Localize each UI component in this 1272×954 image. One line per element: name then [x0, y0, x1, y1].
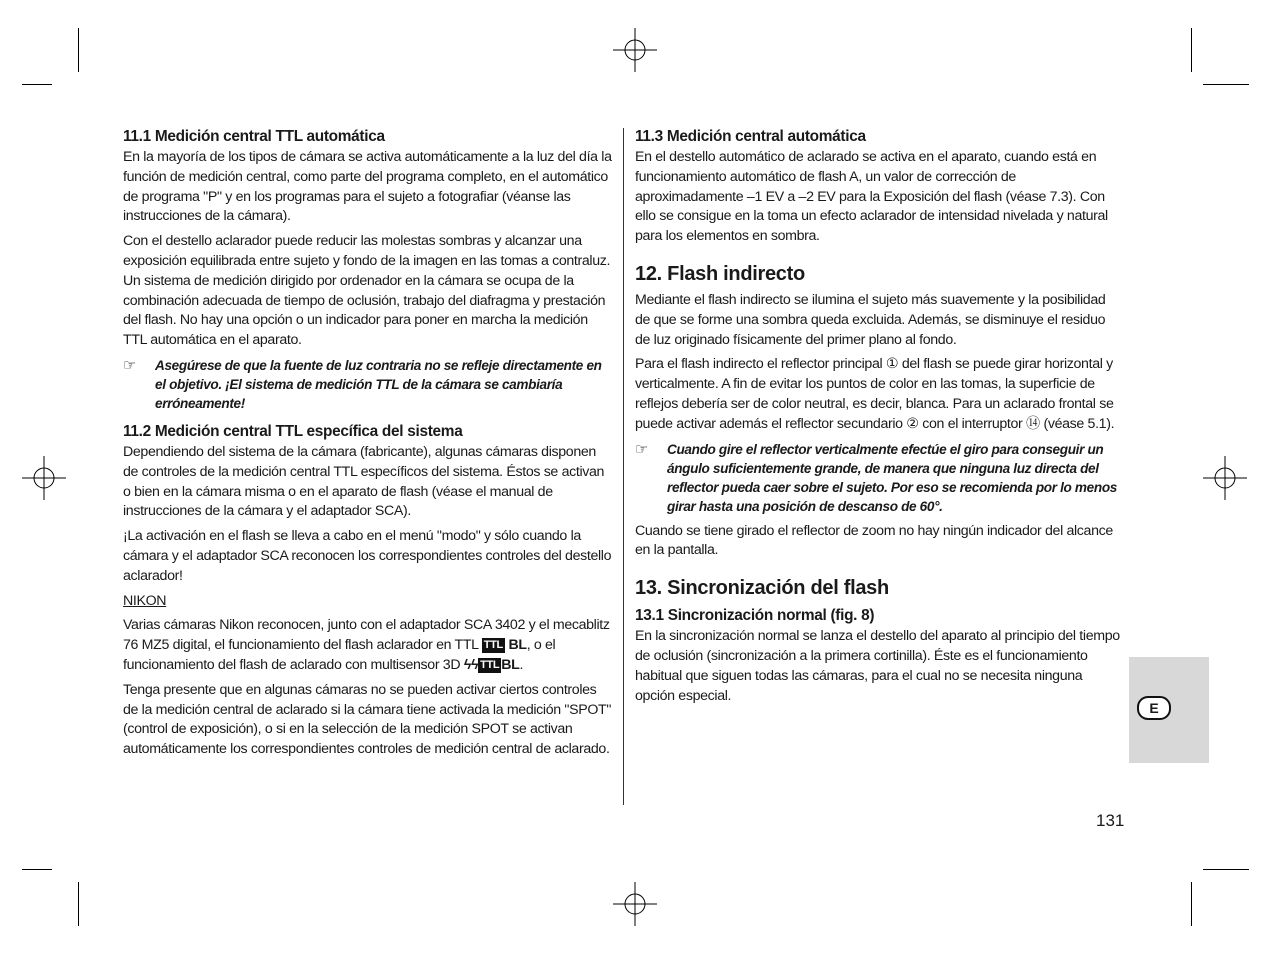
crop-mark: [1191, 28, 1192, 72]
paragraph: Para el flash indirecto el reflector principal ① del flash se puede girar horizontal y verticalmente. A fin de evitar los puntos de color en las tomas, la superficie de reflejos debería ser de color neutral, es decir, blanca. Para un aclarado frontal se puede activar además el reflector secundario ② con el interruptor ⑭ (véase 5.1).: [635, 356, 1115, 432]
crop-mark: [22, 869, 52, 870]
paragraph: En la sincronización normal se lanza el destello del aparato al principio del tiempo de oclusión (sincronización a la primera cortinilla). Éste es el funcionamiento habitual que siguen todas las cámaras, para el cual no se necesita ninguna opción especial.: [635, 628, 1120, 704]
right-column: [635, 126, 1123, 711]
period: .: [519, 656, 524, 673]
bl-symbol: BL: [508, 637, 527, 654]
paragraph: Mediante el flash indirecto se ilumina el sujeto más suavemente y la posibilidad de que se forme una sombra queda excluida. Además, se disminuye el residuo de luz originado físicamente del primer plano al fondo.: [635, 291, 1106, 348]
nikon-text: Varias cámaras Nikon reconocen, junto con el adaptador SCA 3402 y el mecablitz 76 MZ5 digital, el funcionamiento del flash aclarador en TTL: [123, 617, 610, 654]
section-heading-12: 12. Flash indirecto: [635, 262, 805, 285]
paragraph: Dependiendo del sistema de la cámara (fabricante), algunas cámaras disponen de controles de la medición central TTL específicos del sistema. Éstos se activan o bien en la cámara misma o en el aparato de flash (véase el manual de instrucciones de la cámara y el adaptador SCA).: [123, 443, 605, 520]
section-heading-11-3: 11.3 Medición central automática: [635, 128, 866, 145]
section-heading-13: 13. Sincronización del flash: [635, 577, 889, 600]
crop-mark: [78, 882, 79, 926]
left-column: [123, 126, 613, 765]
column-divider: [623, 128, 624, 805]
note-text: Asegúrese de que la fuente de luz contraria no se refleje directamente en el objetivo. ¡El sistema de medición TTL de la cámara se cambiaría erróneamente!: [155, 357, 602, 411]
warning-note: [123, 356, 613, 413]
paragraph: Tenga presente que en algunas cámaras no se pueden activar ciertos controles de la medición central de aclarado si la cámara tiene activada la medición "SPOT" (control de exposición), o si en la selección de la medición SPOT se activan automáticamente los correspondientes controles de medición central de aclarado.: [123, 681, 612, 758]
pointing-hand-icon: ☞: [635, 440, 649, 458]
warning-note: [635, 440, 1123, 516]
crop-mark: [1203, 869, 1249, 870]
page-number: 131: [1096, 811, 1125, 830]
crop-mark: [78, 28, 79, 72]
section-heading-13-1: 13.1 Sincronización normal (fig. 8): [635, 607, 875, 625]
crop-mark: [1191, 882, 1192, 926]
registration-mark-icon: [22, 456, 66, 500]
pointing-hand-icon: ☞: [123, 356, 137, 374]
crop-mark: [1203, 84, 1249, 85]
nikon-label: NIKON: [123, 592, 167, 609]
paragraph: Con el destello aclarador puede reducir las molestas sombras y alcanzar una exposición equilibrada entre sujeto y fondo de la imagen en las tomas a contraluz. Un sistema de medición dirigido por ordenador en la cámara se ocupa de la combinación adecuada de tiempo de oclusión, trabajo del diafragma y prestación del flash. No hay una opción o un indicador para poner en marcha la medición TTL automática en el aparato.: [123, 233, 611, 349]
crop-mark: [22, 84, 52, 85]
paragraph: ¡La activación en el flash se lleva a cabo en el menú "modo" y sólo cuando la cámara y el adaptador SCA reconocen los correspondientes controles del destello aclarador!: [123, 528, 612, 584]
language-badge: E: [1137, 696, 1171, 720]
flash-symbol-icon: ϟϟ: [463, 656, 479, 673]
bl-symbol: BL: [501, 656, 520, 673]
paragraph: En el destello automático de aclarado se activa en el aparato, cuando está en funcionamiento automático de flash A, un valor de corrección de aproximadamente –1 EV a –2 EV para la Exposición del flash (véase 7.3). Con ello se consigue en la toma un efecto aclarador de intensidad nivelada y natural para los elementos en sombra.: [635, 149, 1108, 245]
paragraph: En la mayoría de los tipos de cámara se activa automáticamente a la luz del día la función de medición central, como parte del programa completo, en el automático de programa "P" y en los programas para el sujeto a fotografiar (véanse las instrucciones de la cámara).: [123, 149, 612, 225]
paragraph: Cuando se tiene girado el reflector de zoom no hay ningún indicador del alcance en la pantalla.: [635, 522, 1113, 559]
nikon-text: , o el funcionamiento del flash de aclarado con multisensor 3D: [123, 637, 556, 673]
registration-mark-icon: [613, 882, 657, 926]
registration-mark-icon: [1203, 456, 1247, 500]
section-heading-11-2: 11.2 Medición central TTL específica del sistema: [123, 422, 463, 440]
paragraph-nikon: [123, 616, 613, 675]
section-heading-11-1: 11.1 Medición central TTL automática: [123, 128, 385, 145]
ttl-symbol: TTL: [483, 639, 503, 652]
registration-mark-icon: [613, 28, 657, 72]
note-text: Cuando gire el reflector verticalmente efectúe el giro para conseguir un ángulo suficientemente grande, de manera que ninguna luz directa del reflector pueda caer sobre el sujeto. Por eso se recomienda por lo menos girar hasta una posición de descanso de 60°.: [667, 441, 1117, 514]
ttl-symbol: TTL: [480, 658, 500, 671]
